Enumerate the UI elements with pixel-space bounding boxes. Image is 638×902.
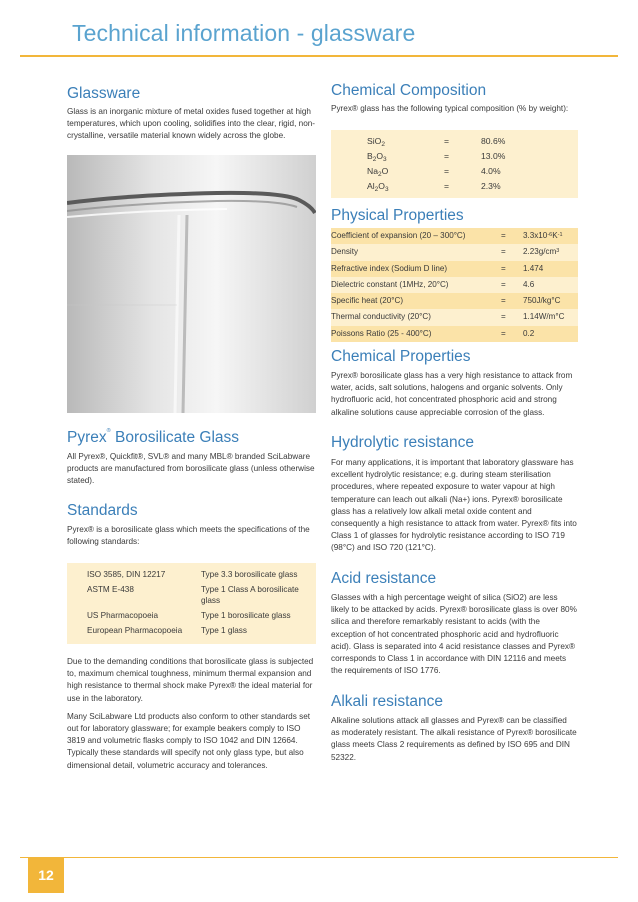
glassware-text: Glass is an inorganic mixture of metal oxides fused together at high temperatures, which upon cooling, solidifies into the clear, rigid, non-crystalline, versatile material known widely across the globe. bbox=[67, 107, 316, 141]
equals: = bbox=[501, 312, 506, 322]
standards-para-1: Due to the demanding conditions that borosilicate glass is subjected to, maximum chemical toughness, minimum thermal expansion and high resistance to thermal shock make Pyrex® the ideal material for use in the laboratory. bbox=[67, 657, 314, 703]
property-label: Refractive index (Sodium D line) bbox=[331, 263, 448, 273]
table-row bbox=[67, 568, 316, 583]
pyrex-borosilicate-heading: Pyrex® Borosilicate Glass bbox=[67, 428, 240, 446]
standard-spec: Type 1 borosilicate glass bbox=[201, 611, 291, 620]
property-value: $2.23g/cm^3$ bbox=[523, 247, 560, 257]
composition-table bbox=[331, 130, 578, 198]
table-row bbox=[331, 261, 578, 277]
physical-properties-heading: Physical Properties bbox=[331, 207, 464, 224]
standard-spec: Type 1 Class A borosilicate glass bbox=[201, 585, 299, 605]
standard-name: ISO 3585, DIN 12217 bbox=[87, 570, 166, 579]
equals: = bbox=[501, 231, 506, 240]
table-row bbox=[331, 326, 578, 342]
standard-name: European Pharmacopoeia bbox=[87, 626, 183, 635]
standards-table bbox=[67, 563, 316, 644]
property-value: $3.3x10^{-6}K^{-1}$ bbox=[523, 231, 563, 240]
page-number: 12 bbox=[28, 857, 64, 893]
percentage: 80.6% bbox=[481, 136, 506, 146]
table-row bbox=[67, 624, 316, 639]
property-label: Thermal conductivity (20°C) bbox=[331, 312, 431, 322]
standard-spec: Type 1 glass bbox=[201, 626, 247, 635]
equals: = bbox=[444, 136, 450, 146]
formula: $B_2O_3$ bbox=[367, 151, 387, 163]
property-value: 1.14W/m°C bbox=[523, 312, 565, 322]
property-value: 0.2 bbox=[523, 328, 535, 338]
equals: = bbox=[444, 151, 450, 161]
hydrolytic-resistance-text: For many applications, it is important that laboratory glassware has excellent hydrolytic resistance; e.g. during steam sterilisation procedures, where repeated exposure to water vapour at high temperature can leach out alkali (Na+) ions. Pyrex® borosilicate glass has a relatively low alkali metal oxide content and consequently a high resistance to attack from water. Pyrex® fits into Class 1 of glasses for hydrolytic resistance according to ISO 719 (98°C) and ISO 720 (121°C). bbox=[331, 458, 577, 553]
physical-properties-table bbox=[331, 228, 578, 342]
standard-spec: Type 3.3 borosilicate glass bbox=[201, 570, 298, 579]
formula: $Na_2O$ bbox=[367, 166, 389, 178]
chemical-properties-heading: Chemical Properties bbox=[331, 348, 471, 365]
equals: = bbox=[444, 181, 450, 191]
standards-heading: Standards bbox=[67, 502, 138, 519]
glassware-heading: Glassware bbox=[67, 85, 141, 102]
equals: = bbox=[501, 296, 506, 306]
equals: = bbox=[501, 328, 506, 338]
property-value: 4.6 bbox=[523, 279, 535, 289]
equals: = bbox=[501, 279, 506, 289]
table-row bbox=[331, 228, 578, 244]
alkali-resistance-heading: Alkali resistance bbox=[331, 693, 443, 710]
property-label: Density bbox=[331, 247, 358, 257]
standards-text bbox=[67, 656, 319, 778]
property-label: Poissons Ratio (25 - 400°C) bbox=[331, 328, 432, 338]
chemical-composition-intro: Pyrex® glass has the following typical composition (% by weight): bbox=[331, 104, 569, 113]
property-value: 750J/kg°C bbox=[523, 296, 561, 306]
property-label: Dielectric constant (1MHz, 20°C) bbox=[331, 279, 449, 289]
percentage: 4.0% bbox=[481, 166, 501, 176]
table-row bbox=[331, 244, 578, 260]
acid-resistance-heading: Acid resistance bbox=[331, 570, 437, 587]
alkali-resistance-text: Alkaline solutions attack all glasses and Pyrex® can be classified as moderately resistant. The alkali resistance of Pyrex® borosilicate glass meets Class 2 requirements as defined by ISO 695 and DIN 52322. bbox=[331, 716, 577, 762]
standard-name: US Pharmacopoeia bbox=[87, 611, 158, 620]
table-row bbox=[331, 309, 578, 325]
table-row bbox=[331, 277, 578, 293]
acid-resistance-text: Glasses with a high percentage weight of silica (SiO2) are less likely to be attacked by acids. Pyrex® borosilicate glass is over 80% silica and therefore remarkably resistant to acids (with the exception of hot concentrated phosphoric acid and hydrofluoric acid). Glass is separated into 4 acid resistance classes and Pyrex® corresponds to Class 1 in accordance with DIN 12116 and meets the requirements of ISO 1776. bbox=[331, 593, 577, 676]
table-row bbox=[67, 583, 316, 609]
hydrolytic-resistance-heading: Hydrolytic resistance bbox=[331, 434, 474, 451]
chemical-properties-text: Pyrex® borosilicate glass has a very high resistance to attack from water, acids, salt solutions, halogens and organic solvents. Only hydrofluoric acid, hot concentrated phosphoric acid and strong alkaline solutions cause appreciable corrosion of the glass. bbox=[331, 371, 573, 417]
formula: SiO$_2$ bbox=[367, 136, 385, 148]
pyrex-text: All Pyrex®, Quickfit®, SVL® and many MBL® branded SciLabware products are manufactured from borosilicate glass (unless otherwise stated). bbox=[67, 452, 315, 486]
title-rule bbox=[20, 55, 618, 57]
beaker-image bbox=[67, 155, 316, 413]
standards-para-2: Many SciLabware Ltd products also conform to other standards set out for laboratory glassware; for example beakers comply to ISO 3819 and volumetric flasks comply to ISO 1042 and DIN 12664. Typically these standards will specify not only glass type, but also dimensional detail, volumetric accuracy and tolerances. bbox=[67, 711, 311, 770]
glass-beaker-photo bbox=[67, 155, 316, 413]
table-row bbox=[331, 293, 578, 309]
property-label: Coefficient of expansion (20 – 300°C) bbox=[331, 231, 466, 240]
footer-rule bbox=[20, 857, 618, 858]
table-row bbox=[67, 609, 316, 624]
formula: $Al_2O_3$ bbox=[367, 181, 389, 193]
equals: = bbox=[444, 166, 450, 176]
property-value: 1.474 bbox=[523, 263, 544, 273]
standards-intro: Pyrex® is a borosilicate glass which meets the specifications of the following standards: bbox=[67, 525, 310, 547]
page-title: Technical information - glassware bbox=[72, 20, 416, 46]
equals: = bbox=[501, 263, 506, 273]
standard-name: ASTM E-438 bbox=[87, 585, 134, 594]
percentage: 13.0% bbox=[481, 151, 506, 161]
equals: = bbox=[501, 247, 506, 257]
chemical-composition-heading: Chemical Composition bbox=[331, 82, 487, 99]
property-label: Specific heat (20°C) bbox=[331, 296, 404, 306]
percentage: 2.3% bbox=[481, 181, 501, 191]
